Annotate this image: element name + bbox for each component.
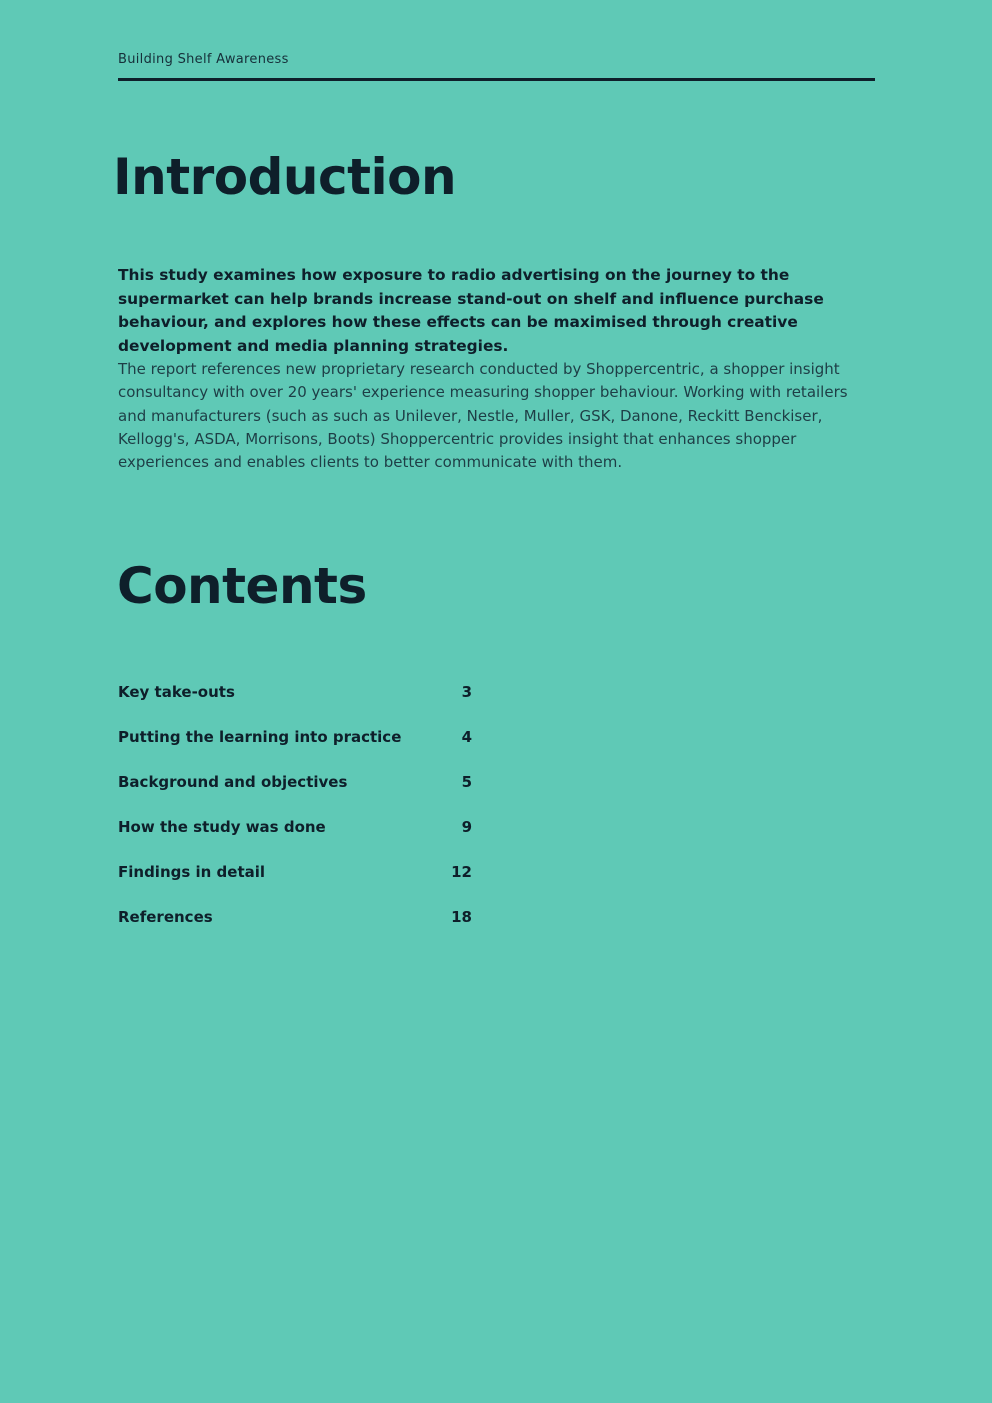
toc-entry-page-number: 3 [461, 683, 472, 701]
toc-entry-key-take-outs[interactable] [118, 683, 472, 728]
toc-entry-page-number: 5 [461, 773, 472, 791]
toc-entry-label: Putting the learning into practice [118, 728, 402, 746]
toc-entry-label: Key take-outs [118, 683, 235, 701]
toc-entry-background-and-objectives[interactable] [118, 773, 472, 818]
header-rule [118, 78, 875, 81]
toc-entry-label: How the study was done [118, 818, 326, 836]
table-of-contents [118, 683, 472, 953]
toc-entry-page-number: 9 [461, 818, 472, 836]
toc-entry-references[interactable] [118, 908, 472, 953]
introduction-body-paragraph: The report references new proprietary research conducted by Shoppercentric, a shopper insight consultancy with over 20 years' experience measuring shopper behaviour. Working with retailers and manufacturers (such as such as Unilever, Nestle, Muller, GSK, Danone, Reckitt Benckiser, Kellogg's, ASDA, Morrisons, Boots) Shoppercentric provides insight that enhances shopper experiences and enables clients to better communicate with them. [118, 360, 848, 472]
contents-heading: Contents [117, 557, 367, 615]
running-header: Building Shelf Awareness [118, 52, 289, 67]
toc-entry-page-number: 4 [461, 728, 472, 746]
toc-entry-findings-in-detail[interactable] [118, 863, 472, 908]
introduction-lead-paragraph: This study examines how exposure to radio advertising on the journey to the supermarket can help brands increase stand-out on shelf and influence purchase behaviour, and explores how these effects can be maximised through creative development and media planning strategies. [118, 266, 824, 355]
toc-entry-label: Findings in detail [118, 863, 266, 881]
toc-entry-label: References [118, 908, 213, 926]
toc-entry-how-the-study-was-done[interactable] [118, 818, 472, 863]
toc-entry-page-number: 18 [451, 908, 472, 926]
toc-entry-label: Background and objectives [118, 773, 348, 791]
introduction-heading: Introduction [113, 148, 457, 206]
toc-entry-page-number: 12 [451, 863, 472, 881]
toc-entry-putting-learning-into-practice[interactable] [118, 728, 472, 773]
